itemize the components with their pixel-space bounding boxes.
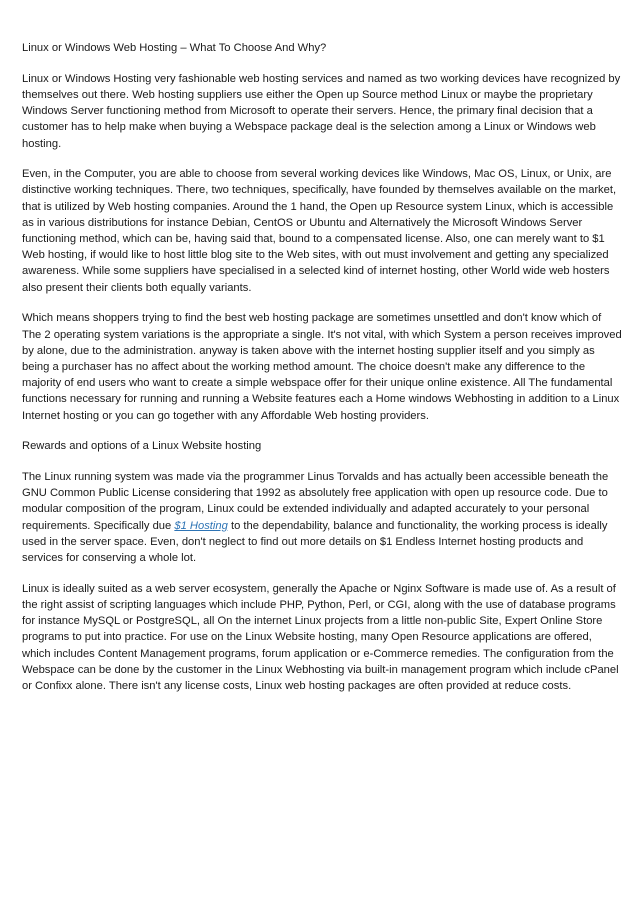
paragraph-linux-history-text-end: to the dependability, balance and functionality, the working process is ideally used in the server space. Even, don't neglect to find out more details on $1 Endless Internet hosting products and services for conserving a whole lot. [22,519,608,564]
document-title: Linux or Windows Web Hosting – What To Choose And Why? [22,42,327,54]
document-page [22,40,622,709]
paragraph-choosing-package: Which means shoppers trying to find the best web hosting package are sometimes unsettled and don't know which of The 2 operating system variations is the appropriate a single. It's not vital, with which System a person receives improved by alone, due to the administration. anyway is taken above with the internet hosting supplier itself and you simply as being a purchaser has no affect about the working method amount. The choice doesn't make any difference to the majority of end users who want to create a simple webspace offer for their unique online existence. All The fundamental functions necessary for running and running a Website features each a Home windows Webhosting in addition to a Linux Internet hosting or you can go together with any Affordable Web hosting providers. [22,312,622,422]
hosting-link[interactable]: $1 Hosting [174,519,228,532]
section-subheading: Rewards and options of a Linux Website hosting [22,440,262,453]
paragraph-linux-web-server: Linux is ideally suited as a web server ecosystem, generally the Apache or Nginx Software is made use of. As a result of the right assist of scripting languages which include PHP, Python, Perl, or CGI, along with the use of database programs for instance MySQL or PostgreSQL, all On the internet Linux projects from a little non-public Site, Expert Online Store programs to put into practice. For use on the Linux Website hosting, many Open Resource applications are offered, which includes Content Management programs, forum application or e-Commerce remedies. The configuration from the Webspace can be done by the customer in the Linux Webhosting via built-in management program which include cPanel or Confixx alone. There isn't any license costs, Linux web hosting packages are often provided at reduce costs. [22,582,619,692]
paragraph-linux-history [22,469,622,566]
paragraph-operating-systems: Even, in the Computer, you are able to choose from several working devices like Windows, Mac OS, Linux, or Unix, are distinctive working techniques. There, two techniques, specifically, have founded by themselves available on the market, that is utilized by Web hosting companies. Around the 1 hand, the Open up Resource system Linux, which is accessible as in various distributions for instance Debian, CentOS or Ubuntu and Alternatively the Microsoft Windows Server functioning method, which can be, having said that, bound to a compensated license. Also, one can merely want to $1 Web hosting, if would like to host little blog site to the Web sites, with out must involvement and getting any specialized awareness. While some suppliers have specialised in a selected kind of internet hosting, other World wide web hosters also present their clients both equally variants. [22,168,617,294]
paragraph-linux-history-text-start: The Linux running system was made via the programmer Linus Torvalds and has actually been accessible beneath the GNU Common Public License considering that 1992 as absolutely free application with open up resource code. Due to modular composition of the program, Linux could be extended individually and adapted accurately to your personal requirements. Specifically due [22,470,609,532]
paragraph-intro: Linux or Windows Hosting very fashionable web hosting services and named as two working devices have recognized by themselves out there. Web hosting suppliers use either the Open up Source method Linux or maybe the proprietary Windows Server functioning method from Microsoft to operate their servers. Hence, the primary final decision that a customer has to help make when buying a Webspace package deal is the selection among a Linux or Windows web hosting. [22,72,621,150]
